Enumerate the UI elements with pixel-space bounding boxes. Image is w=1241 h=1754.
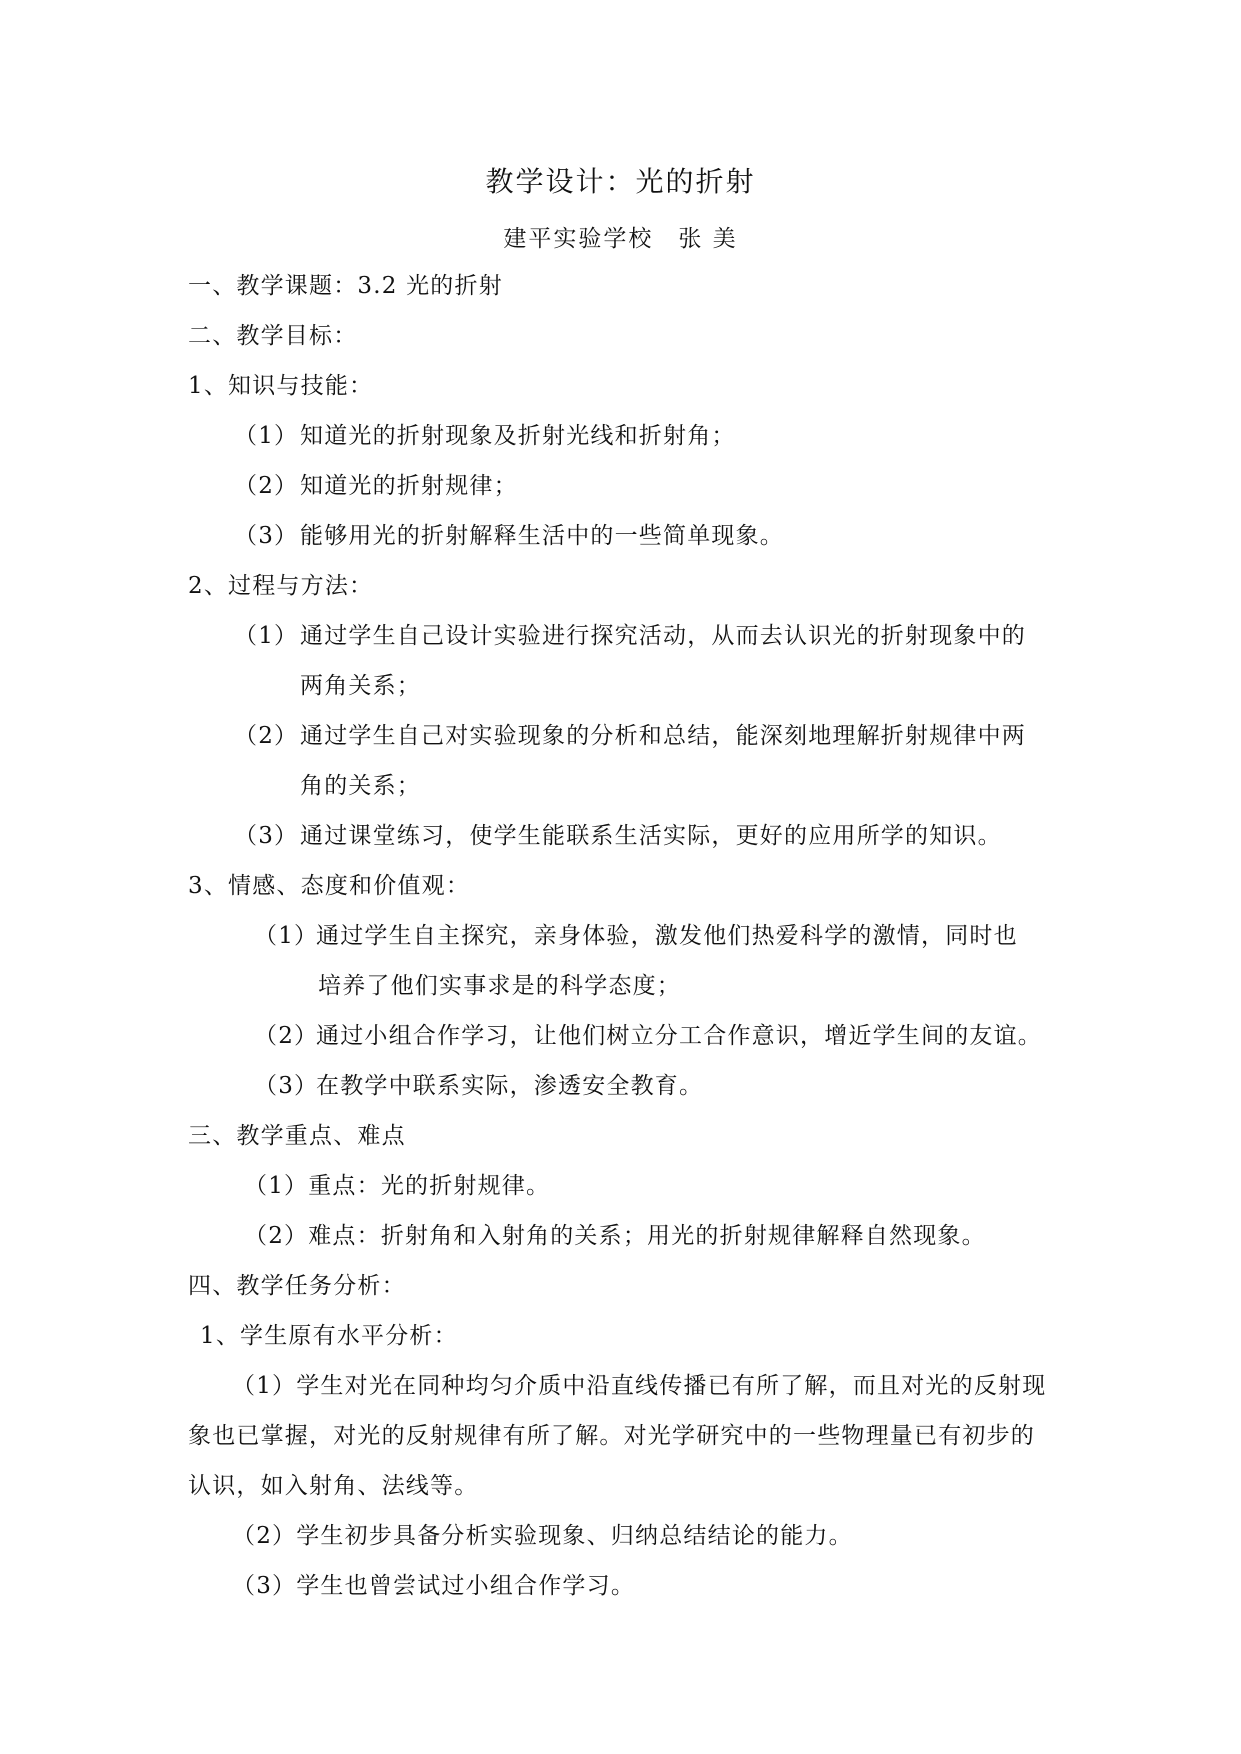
item-text: 在教学中联系实际，渗透安全教育。 bbox=[316, 1073, 704, 1099]
item-number: （2） bbox=[234, 473, 299, 499]
goal3-item-1 bbox=[254, 922, 1018, 950]
document-title: 教学设计：光的折射 bbox=[485, 165, 756, 198]
goal2-item-3 bbox=[234, 822, 1002, 850]
analysis-paragraph: （2）学生初步具备分析实验现象、归纳总结结论的能力。 bbox=[232, 1523, 853, 1549]
item-text: 通过学生自己设计实验进行探究活动，从而去认识光的折射现象中的 bbox=[300, 623, 1026, 649]
difficulty-item: （2）难点：折射角和入射角的关系；用光的折射规律解释自然现象。 bbox=[244, 1223, 986, 1249]
goal3-item-3 bbox=[254, 1072, 703, 1100]
goal2-item-2 bbox=[234, 722, 1026, 750]
item-text: 通过学生自己对实验现象的分析和总结，能深刻地理解折射规律中两 bbox=[300, 723, 1026, 749]
item-number: （3） bbox=[254, 1073, 319, 1099]
goal2-item-2-cont: 角的关系； bbox=[300, 773, 421, 799]
item-number: （3） bbox=[234, 523, 299, 549]
item-number: （1） bbox=[254, 923, 319, 949]
author-line: 建平实验学校 张 美 bbox=[503, 226, 738, 252]
item-number: （2） bbox=[254, 1023, 319, 1049]
item-text: 通过课堂练习，使学生能联系生活实际，更好的应用所学的知识。 bbox=[300, 823, 1002, 849]
goal2-heading: 2、过程与方法： bbox=[188, 573, 374, 599]
analysis-paragraph-line: 象也已掌握，对光的反射规律有所了解。对光学研究中的一些物理量已有初步的 bbox=[188, 1423, 1035, 1449]
goal1-heading: 1、知识与技能： bbox=[188, 373, 374, 399]
item-text: 通过小组合作学习，让他们树立分工合作意识，增近学生间的友谊。 bbox=[316, 1023, 1042, 1049]
goal3-item-2 bbox=[254, 1022, 1042, 1050]
goal3-heading: 3、情感、态度和价值观： bbox=[188, 873, 471, 899]
goal1-item-1 bbox=[234, 422, 736, 450]
section-goals-heading: 二、教学目标： bbox=[188, 323, 358, 349]
section-analysis-heading: 四、教学任务分析： bbox=[188, 1273, 406, 1299]
analysis-sub-heading: 1、学生原有水平分析： bbox=[200, 1323, 458, 1349]
item-number: （1） bbox=[234, 423, 299, 449]
item-number: （1） bbox=[234, 623, 299, 649]
section-topic: 一、教学课题：3.2 光的折射 bbox=[188, 273, 503, 299]
goal3-item-1-cont: 培养了他们实事求是的科学态度； bbox=[318, 973, 681, 999]
item-text: 知道光的折射规律； bbox=[300, 473, 518, 499]
item-number: （2） bbox=[234, 723, 299, 749]
item-text: 能够用光的折射解释生活中的一些简单现象。 bbox=[300, 523, 784, 549]
goal2-item-1 bbox=[234, 622, 1026, 650]
analysis-paragraph: （3）学生也曾尝试过小组合作学习。 bbox=[232, 1573, 636, 1599]
analysis-paragraph-line: 认识，如入射角、法线等。 bbox=[188, 1473, 479, 1499]
item-text: 知道光的折射现象及折射光线和折射角； bbox=[300, 423, 736, 449]
goal1-item-3 bbox=[234, 522, 784, 550]
goal2-item-1-cont: 两角关系； bbox=[300, 673, 421, 699]
item-text: 通过学生自主探究，亲身体验，激发他们热爱科学的激情，同时也 bbox=[316, 923, 1018, 949]
item-number: （3） bbox=[234, 823, 299, 849]
keypoint-item: （1）重点：光的折射规律。 bbox=[244, 1173, 551, 1199]
goal1-item-2 bbox=[234, 472, 518, 500]
section-keypoints-heading: 三、教学重点、难点 bbox=[188, 1123, 406, 1149]
analysis-paragraph-line: （1）学生对光在同种均匀介质中沿直线传播已有所了解，而且对光的反射现 bbox=[232, 1373, 1047, 1399]
